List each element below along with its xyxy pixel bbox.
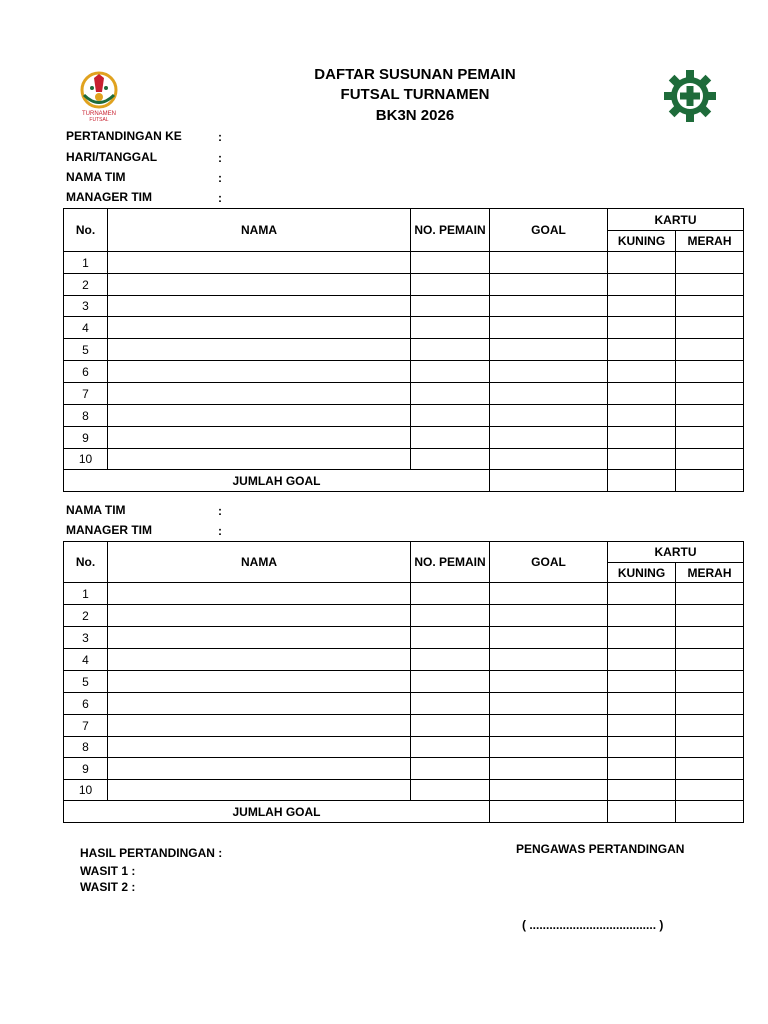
yellow-card-cell[interactable] (608, 449, 676, 470)
col-header-no-pemain: NO. PEMAIN (411, 209, 490, 252)
yellow-card-cell[interactable] (608, 737, 676, 758)
row-number: 7 (64, 383, 108, 405)
yellow-card-cell[interactable] (608, 583, 676, 605)
row-number: 4 (64, 649, 108, 671)
col-header-merah: MERAH (676, 231, 744, 252)
goal-cell[interactable] (490, 627, 608, 649)
total-goal-cell[interactable] (490, 470, 608, 492)
row-number: 10 (64, 449, 108, 470)
red-card-cell[interactable] (676, 693, 744, 715)
team-name-label-2: NAMA TIM (66, 503, 126, 517)
player-number-cell[interactable] (411, 780, 490, 801)
red-card-cell[interactable] (676, 671, 744, 693)
table-row (64, 605, 744, 627)
referee-1-label: WASIT 1 : (80, 864, 136, 878)
row-number: 2 (64, 605, 108, 627)
row-number: 1 (64, 252, 108, 274)
red-card-cell[interactable] (676, 405, 744, 427)
yellow-card-cell[interactable] (608, 427, 676, 449)
col-header-no: No. (64, 542, 108, 583)
goal-cell[interactable] (490, 361, 608, 383)
table-row (64, 737, 744, 758)
total-red-cell[interactable] (676, 470, 744, 492)
title-line-1: DAFTAR SUSUNAN PEMAIN (314, 66, 516, 83)
name-cell[interactable] (108, 361, 411, 383)
total-goal-cell[interactable] (490, 801, 608, 823)
yellow-card-cell[interactable] (608, 627, 676, 649)
player-number-cell[interactable] (411, 383, 490, 405)
yellow-card-cell[interactable] (608, 780, 676, 801)
red-card-cell[interactable] (676, 583, 744, 605)
goal-cell[interactable] (490, 427, 608, 449)
total-row (64, 801, 744, 823)
player-number-cell[interactable] (411, 758, 490, 780)
row-number: 4 (64, 317, 108, 339)
yellow-card-cell[interactable] (608, 274, 676, 296)
row-number: 10 (64, 780, 108, 801)
total-goal-label: JUMLAH GOAL (64, 801, 490, 823)
goal-cell[interactable] (490, 693, 608, 715)
team-name-label: NAMA TIM (66, 170, 126, 184)
goal-cell[interactable] (490, 296, 608, 317)
manager-label-2: MANAGER TIM (66, 523, 152, 537)
col-header-no: No. (64, 209, 108, 252)
red-card-cell[interactable] (676, 715, 744, 737)
table-row (64, 627, 744, 649)
player-number-cell[interactable] (411, 737, 490, 758)
goal-cell[interactable] (490, 583, 608, 605)
roster-table-1 (63, 208, 744, 492)
roster-table-2 (63, 541, 744, 823)
goal-cell[interactable] (490, 317, 608, 339)
team-name-colon: : (218, 171, 222, 185)
date-label: HARI/TANGGAL (66, 150, 158, 164)
row-number: 9 (64, 758, 108, 780)
red-card-cell[interactable] (676, 737, 744, 758)
col-header-kartu: KARTU (608, 542, 744, 563)
red-card-cell[interactable] (676, 449, 744, 470)
player-number-cell[interactable] (411, 317, 490, 339)
total-goal-label: JUMLAH GOAL (64, 470, 490, 492)
name-cell[interactable] (108, 671, 411, 693)
manager-colon: : (218, 191, 222, 205)
col-header-kuning: KUNING (608, 231, 676, 252)
goal-cell[interactable] (490, 405, 608, 427)
goal-cell[interactable] (490, 671, 608, 693)
table-row (64, 427, 744, 449)
yellow-card-cell[interactable] (608, 405, 676, 427)
row-number: 3 (64, 296, 108, 317)
yellow-card-cell[interactable] (608, 317, 676, 339)
table-row (64, 780, 744, 801)
col-header-kartu: KARTU (608, 209, 744, 231)
name-cell[interactable] (108, 715, 411, 737)
total-yellow-cell[interactable] (608, 470, 676, 492)
row-number: 1 (64, 583, 108, 605)
col-header-no-pemain: NO. PEMAIN (411, 542, 490, 583)
player-number-cell[interactable] (411, 252, 490, 274)
player-number-cell[interactable] (411, 427, 490, 449)
col-header-merah: MERAH (676, 563, 744, 583)
table-row (64, 361, 744, 383)
name-cell[interactable] (108, 296, 411, 317)
player-number-cell[interactable] (411, 605, 490, 627)
total-row (64, 470, 744, 492)
red-card-cell[interactable] (676, 758, 744, 780)
col-header-nama: NAMA (108, 542, 411, 583)
name-cell[interactable] (108, 317, 411, 339)
name-cell[interactable] (108, 427, 411, 449)
yellow-card-cell[interactable] (608, 361, 676, 383)
player-number-cell[interactable] (411, 649, 490, 671)
player-number-cell[interactable] (411, 449, 490, 470)
name-cell[interactable] (108, 605, 411, 627)
table-row (64, 252, 744, 274)
row-number: 5 (64, 671, 108, 693)
yellow-card-cell[interactable] (608, 383, 676, 405)
table-row (64, 758, 744, 780)
yellow-card-cell[interactable] (608, 715, 676, 737)
player-number-cell[interactable] (411, 693, 490, 715)
table-row (64, 715, 744, 737)
table-row (64, 274, 744, 296)
goal-cell[interactable] (490, 758, 608, 780)
red-card-cell[interactable] (676, 361, 744, 383)
table-row (64, 649, 744, 671)
team-name-colon-2: : (218, 504, 222, 518)
red-card-cell[interactable] (676, 649, 744, 671)
player-number-cell[interactable] (411, 339, 490, 361)
name-cell[interactable] (108, 274, 411, 296)
yellow-card-cell[interactable] (608, 339, 676, 361)
goal-cell[interactable] (490, 383, 608, 405)
table-row (64, 317, 744, 339)
yellow-card-cell[interactable] (608, 296, 676, 317)
red-card-cell[interactable] (676, 627, 744, 649)
player-number-cell[interactable] (411, 405, 490, 427)
red-card-cell[interactable] (676, 383, 744, 405)
k3-safety-gear-icon (660, 70, 720, 122)
player-number-cell[interactable] (411, 583, 490, 605)
col-header-goal: GOAL (490, 209, 608, 252)
title-line-3: BK3N 2026 (375, 107, 455, 124)
player-number-cell[interactable] (411, 296, 490, 317)
goal-cell[interactable] (490, 737, 608, 758)
red-card-cell[interactable] (676, 780, 744, 801)
row-number: 8 (64, 405, 108, 427)
svg-text:TURNAMEN: TURNAMEN (82, 111, 116, 117)
red-card-cell[interactable] (676, 427, 744, 449)
table-row (64, 693, 744, 715)
name-cell[interactable] (108, 737, 411, 758)
name-cell[interactable] (108, 693, 411, 715)
yellow-card-cell[interactable] (608, 758, 676, 780)
row-number: 7 (64, 715, 108, 737)
name-cell[interactable] (108, 583, 411, 605)
row-number: 3 (64, 627, 108, 649)
row-number: 6 (64, 361, 108, 383)
table-row (64, 671, 744, 693)
date-colon: : (218, 151, 222, 165)
name-cell[interactable] (108, 449, 411, 470)
yellow-card-cell[interactable] (608, 649, 676, 671)
red-card-cell[interactable] (676, 317, 744, 339)
player-number-cell[interactable] (411, 715, 490, 737)
match-number-label: PERTANDINGAN KE (66, 129, 182, 143)
red-card-cell[interactable] (676, 274, 744, 296)
tournament-logo (74, 70, 124, 122)
red-card-cell[interactable] (676, 296, 744, 317)
name-cell[interactable] (108, 758, 411, 780)
total-red-cell[interactable] (676, 801, 744, 823)
table-row (64, 296, 744, 317)
table-row (64, 339, 744, 361)
table-row (64, 383, 744, 405)
name-cell[interactable] (108, 252, 411, 274)
player-number-cell[interactable] (411, 627, 490, 649)
goal-cell[interactable] (490, 649, 608, 671)
table-row (64, 583, 744, 605)
name-cell[interactable] (108, 649, 411, 671)
total-yellow-cell[interactable] (608, 801, 676, 823)
yellow-card-cell[interactable] (608, 671, 676, 693)
match-result-label: HASIL PERTANDINGAN : (80, 846, 223, 860)
name-cell[interactable] (108, 339, 411, 361)
col-header-kuning: KUNING (608, 563, 676, 583)
table-row (64, 405, 744, 427)
name-cell[interactable] (108, 780, 411, 801)
svg-text:FUTSAL: FUTSAL (89, 117, 109, 122)
row-number: 8 (64, 737, 108, 758)
title-line-2: FUTSAL TURNAMEN (340, 86, 490, 103)
name-cell[interactable] (108, 383, 411, 405)
row-number: 2 (64, 274, 108, 296)
col-header-nama: NAMA (108, 209, 411, 252)
goal-cell[interactable] (490, 605, 608, 627)
red-card-cell[interactable] (676, 252, 744, 274)
player-number-cell[interactable] (411, 274, 490, 296)
row-number: 5 (64, 339, 108, 361)
name-cell[interactable] (108, 405, 411, 427)
goal-cell[interactable] (490, 715, 608, 737)
goal-cell[interactable] (490, 274, 608, 296)
supervisor-label: PENGAWAS PERTANDINGAN (516, 842, 685, 856)
row-number: 9 (64, 427, 108, 449)
goal-cell[interactable] (490, 252, 608, 274)
name-cell[interactable] (108, 627, 411, 649)
yellow-card-cell[interactable] (608, 252, 676, 274)
goal-cell[interactable] (490, 780, 608, 801)
red-card-cell[interactable] (676, 605, 744, 627)
referee-2-label: WASIT 2 : (80, 880, 136, 894)
goal-cell[interactable] (490, 339, 608, 361)
signature-line[interactable]: ( ...................................... ) (522, 918, 664, 932)
row-number: 6 (64, 693, 108, 715)
col-header-goal: GOAL (490, 542, 608, 583)
manager-colon-2: : (218, 524, 222, 538)
player-number-cell[interactable] (411, 361, 490, 383)
manager-label: MANAGER TIM (66, 190, 152, 204)
red-card-cell[interactable] (676, 339, 744, 361)
yellow-card-cell[interactable] (608, 693, 676, 715)
match-number-colon: : (218, 130, 222, 144)
player-number-cell[interactable] (411, 671, 490, 693)
yellow-card-cell[interactable] (608, 605, 676, 627)
table-row (64, 449, 744, 470)
goal-cell[interactable] (490, 449, 608, 470)
